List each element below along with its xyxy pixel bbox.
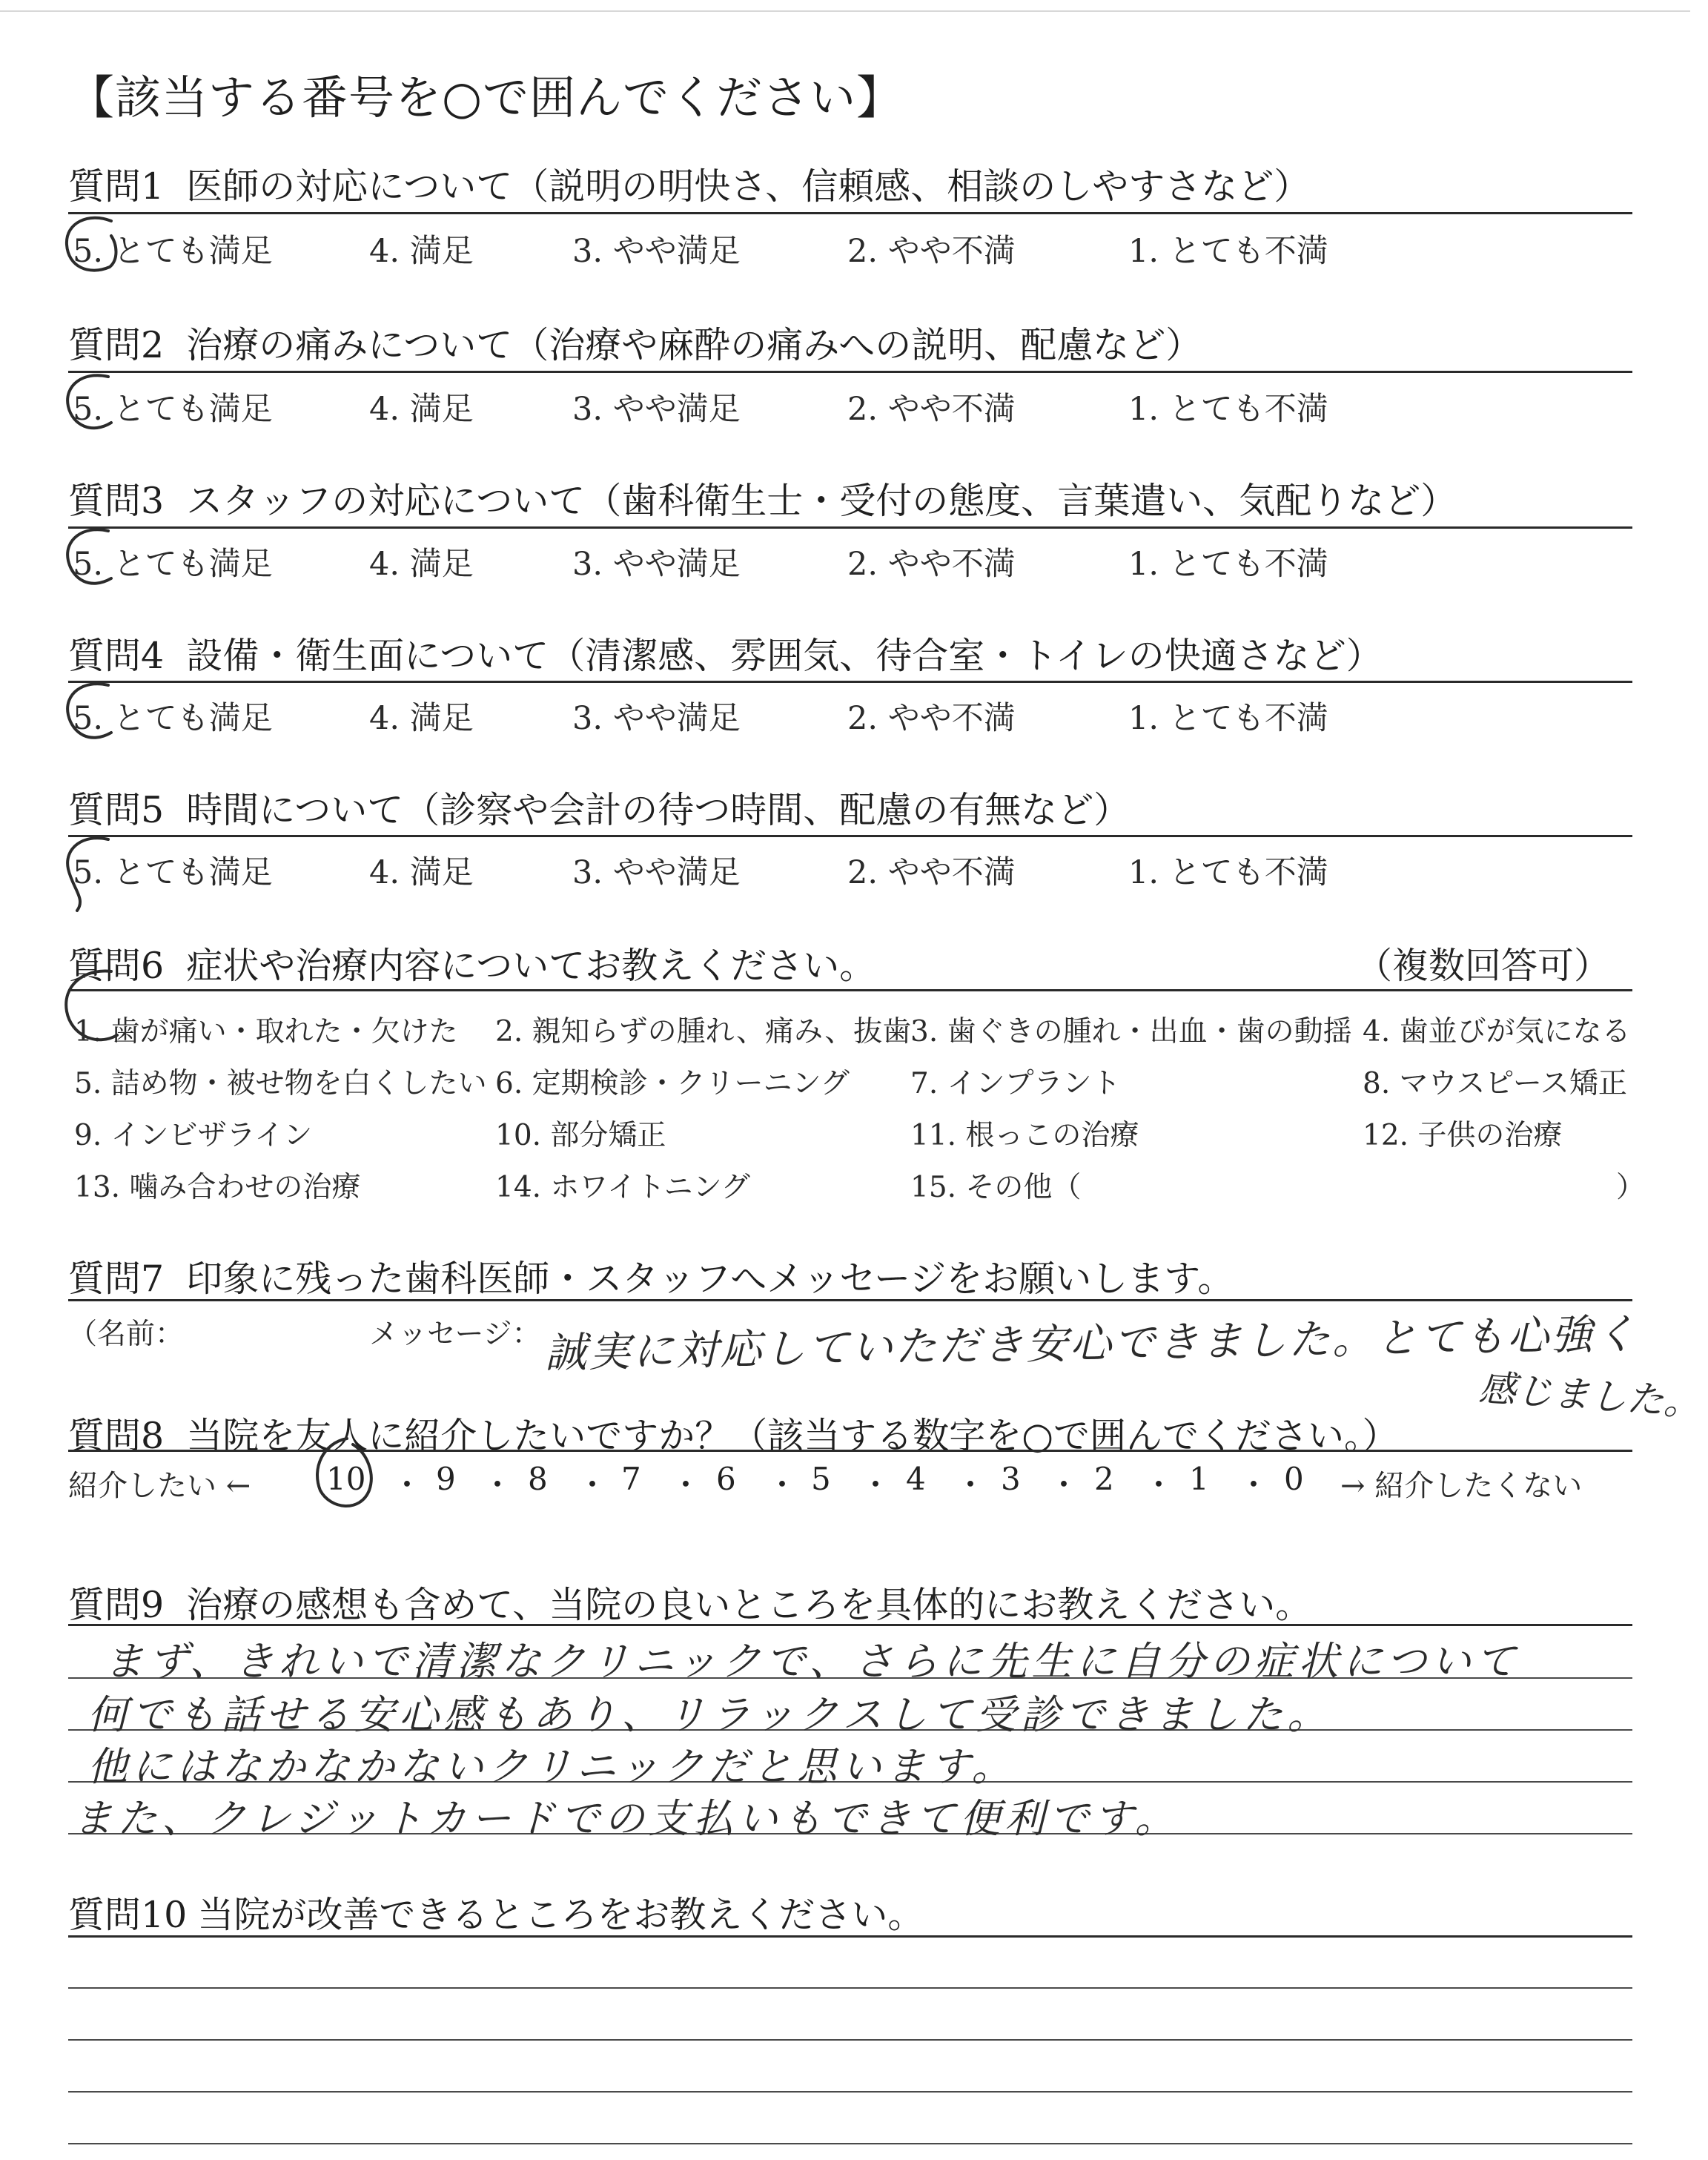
scale-4[interactable]: 4 [906,1461,926,1497]
question-title: 症状や治療内容についてお教えください。 [186,945,876,987]
symptom-option[interactable]: 14. ホワイトニング [495,1171,750,1204]
multiple-answer-note: （複数回答可） [1355,945,1610,987]
symptom-option[interactable]: 5. 詰め物・被せ物を白くしたい [74,1067,487,1100]
question-rule [68,1299,1632,1301]
scale-6[interactable]: 6 [716,1461,736,1497]
handwritten-answer-line2[interactable]: 何でも話せる安心感もあり、リラックスして受診できました。 [87,1691,1332,1738]
answer-line[interactable] [68,2039,1632,2041]
answer-line[interactable] [68,2091,1632,2093]
scale-dot: ・ [1143,1467,1175,1503]
choice-1[interactable]: 1. とても不満 [1128,700,1328,737]
scan-edge-line [0,10,1690,12]
scale-9[interactable]: 9 [436,1461,456,1497]
symptom-option[interactable]: 7. インプラント [910,1067,1121,1100]
question-number: 質問10 [68,1894,188,1936]
question-rule [68,212,1632,214]
question-rule [68,1450,1632,1452]
choice-5[interactable]: 5. とても満足 [73,391,273,428]
choice-5[interactable]: 5. とても満足 [73,233,273,270]
choice-3[interactable]: 3. やや満足 [572,391,741,428]
question-10 [68,1886,1632,1938]
question-number: 質問3 [68,480,165,522]
scale-8[interactable]: 8 [528,1461,548,1497]
question-title: 当院が改善できるところをお教えください。 [197,1894,924,1936]
question-5 [68,782,1632,833]
question-rule [68,1624,1632,1626]
scale-10[interactable]: 10 [326,1461,366,1497]
scale-dot: ・ [670,1467,702,1503]
symptom-option[interactable]: 4. 歯並びが気になる [1363,1015,1631,1048]
question-rule [68,681,1632,683]
choice-4[interactable]: 4. 満足 [369,391,474,428]
handwritten-answer-line3[interactable]: 他にはなかなかないクリニックだと思います。 [87,1743,1016,1790]
scale-5[interactable]: 5 [811,1461,831,1497]
question-rule [68,989,1632,991]
question-number: 質問7 [68,1258,165,1300]
question-number: 質問6 [68,945,165,987]
symptom-option[interactable]: 10. 部分矯正 [495,1119,666,1152]
question-rule [68,371,1632,373]
scale-dot: ・ [391,1467,423,1503]
choice-5[interactable]: 5. とても満足 [73,546,273,583]
symptom-option[interactable]: 9. インビザライン [74,1119,313,1152]
symptom-option[interactable]: 1. 歯が痛い・取れた・欠けた [74,1015,458,1048]
question-number: 質問2 [68,324,165,366]
choice-5[interactable]: 5. とても満足 [73,854,273,891]
choice-2[interactable]: 2. やや不満 [847,700,1016,737]
question-title: 治療の痛みについて（治療や麻酔の痛みへの説明、配慮など） [186,324,1202,366]
question-rule [68,1935,1632,1938]
scale-dot: ・ [955,1467,987,1503]
question-2 [68,317,1632,369]
symptom-option[interactable]: 11. 根っこの治療 [910,1119,1139,1152]
choice-4[interactable]: 4. 満足 [369,233,474,270]
message-label: メッセージ： [369,1318,541,1351]
question-7 [68,1250,1632,1302]
question-4 [68,627,1632,679]
question-title: 時間について（診察や会計の待つ時間、配慮の有無など） [186,789,1131,831]
choice-4[interactable]: 4. 満足 [369,854,474,891]
question-rule [68,835,1632,837]
answer-line[interactable] [68,1987,1632,1989]
choice-3[interactable]: 3. やや満足 [572,233,741,270]
choice-4[interactable]: 4. 満足 [369,546,474,583]
question-9 [68,1576,1632,1628]
handwritten-message-line2[interactable]: 感じました。 [1477,1366,1703,1425]
question-title: 設備・衛生面について（清潔感、雰囲気、待合室・トイレの快適さなど） [186,635,1383,677]
choice-2[interactable]: 2. やや不満 [847,233,1016,270]
scale-7[interactable]: 7 [621,1461,641,1497]
choice-2[interactable]: 2. やや不満 [847,546,1016,583]
choice-4[interactable]: 4. 満足 [369,700,474,737]
scale-0[interactable]: 0 [1284,1461,1304,1497]
scale-1[interactable]: 1 [1189,1461,1209,1497]
question-number: 質問9 [68,1584,165,1626]
handwritten-answer-line4[interactable]: また、クレジットカードでの支払いもできて便利です。 [73,1795,1179,1842]
scale-dot: ・ [1238,1467,1270,1503]
recommend-right-label: → 紹介したくない [1340,1469,1583,1503]
question-number: 質問4 [68,635,165,677]
scale-2[interactable]: 2 [1094,1461,1114,1497]
question-3 [68,472,1632,524]
question-title: 医師の対応について（説明の明快さ、信頼感、相談のしやすさなど） [186,165,1311,208]
choice-3[interactable]: 3. やや満足 [572,700,741,737]
choice-1[interactable]: 1. とても不満 [1128,391,1328,428]
question-rule [68,526,1632,529]
symptom-option[interactable]: 8. マウスピース矯正 [1363,1067,1627,1100]
symptom-option[interactable]: 13. 噛み合わせの治療 [74,1171,361,1204]
answer-line[interactable] [68,2143,1632,2144]
scale-dot: ・ [767,1467,798,1503]
symptom-option[interactable]: 2. 親知らずの腫れ、痛み、抜歯 [495,1015,912,1048]
symptom-option[interactable]: 3. 歯ぐきの腫れ・出血・歯の動揺 [910,1015,1352,1048]
choice-2[interactable]: 2. やや不満 [847,391,1016,428]
other-close-paren: ） [1616,1171,1646,1204]
question-number: 質問8 [68,1415,165,1457]
question-1 [68,158,1632,210]
choice-2[interactable]: 2. やや不満 [847,854,1016,891]
name-label: （名前： [68,1318,185,1351]
scale-dot: ・ [1048,1467,1080,1503]
choice-1[interactable]: 1. とても不満 [1128,546,1328,583]
question-title: 当院を友人に紹介したいですか？（該当する数字を○で囲んでください。） [186,1415,1399,1457]
question-6 [68,937,1632,989]
handwritten-message-line1[interactable]: 誠実に対応していただき安心できました。とても心強く [544,1310,1639,1378]
choice-3[interactable]: 3. やや満足 [572,546,741,583]
question-title: スタッフの対応について（歯科衛生士・受付の態度、言葉遣い、気配りなど） [186,480,1457,522]
instruction-header: 【該当する番号を○で囲んでください】 [68,70,904,125]
question-number: 質問1 [68,165,165,208]
question-title: 治療の感想も含めて、当院の良いところを具体的にお教えください。 [186,1584,1312,1626]
scale-dot: ・ [860,1467,892,1503]
choice-1[interactable]: 1. とても不満 [1128,854,1328,891]
scale-dot: ・ [482,1467,514,1503]
choice-3[interactable]: 3. やや満足 [572,854,741,891]
choice-1[interactable]: 1. とても不満 [1128,233,1328,270]
handwritten-answer-line1[interactable]: まず、きれいで清潔なクリニックで、さらに先生に自分の症状について [104,1638,1520,1685]
question-title: 印象に残った歯科医師・スタッフへメッセージをお願いします。 [186,1258,1234,1300]
symptom-option-other[interactable]: 15. その他（ [910,1171,1082,1204]
question-number: 質問5 [68,789,165,831]
recommend-left-label: 紹介したい ← [68,1469,251,1503]
choice-5[interactable]: 5. とても満足 [73,700,273,737]
scale-dot: ・ [577,1467,609,1503]
scale-3[interactable]: 3 [1001,1461,1021,1497]
symptom-option[interactable]: 12. 子供の治療 [1363,1119,1563,1152]
symptom-option[interactable]: 6. 定期検診・クリーニング [495,1067,850,1100]
